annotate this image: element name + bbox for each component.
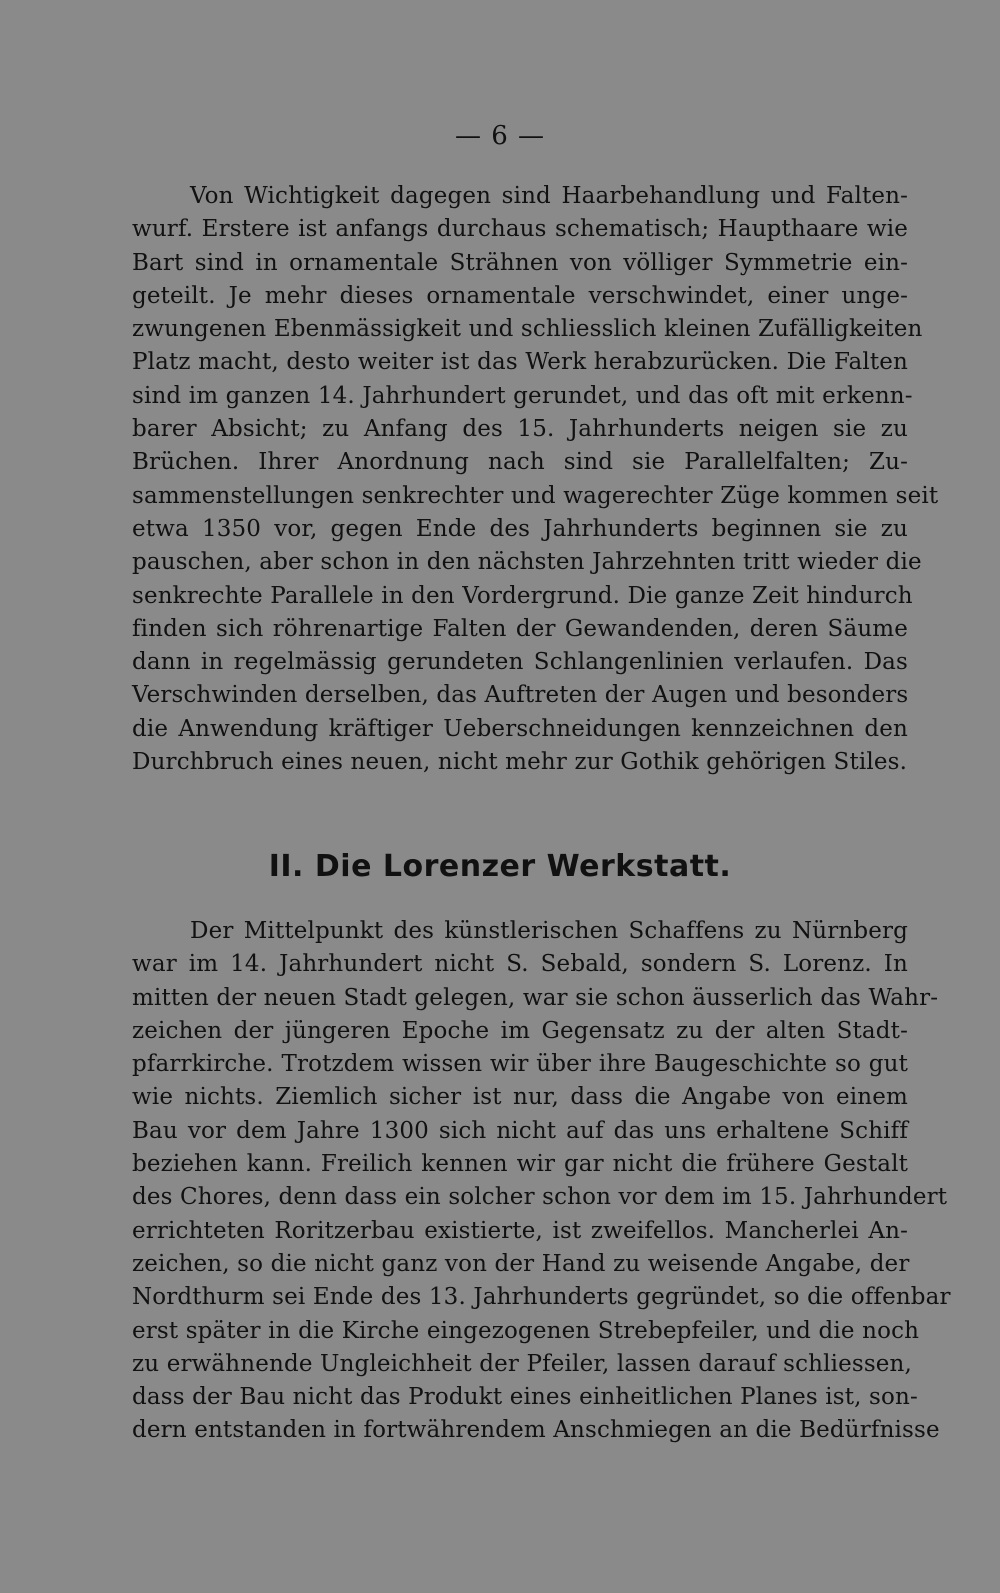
text-line: dass der Bau nicht das Produkt eines einheitlichen Planes ist, son- [132,1384,918,1411]
text-line: Bau vor dem Jahre 1300 sich nicht auf das uns erhaltene Schiff [132,1117,908,1144]
text-line: Verschwinden derselben, das Auftreten der Augen und besonders [132,682,909,709]
text-line: die Anwendung kräftiger Ueberschneidungen kennzeichnen den [132,715,908,742]
text-line: Durchbruch eines neuen, nicht mehr zur Gothik gehörigen Stiles. [132,749,908,776]
text-line: pfarrkirche. Trotzdem wissen wir über ihre Baugeschichte so gut [132,1051,908,1078]
text-line: zwungenen Ebenmässigkeit und schliesslich kleinen Zufälligkeiten [132,316,923,343]
text-line: mitten der neuen Stadt gelegen, war sie schon äusserlich das Wahr- [132,984,939,1011]
text-line: sind im ganzen 14. Jahrhundert gerundet, und das oft mit erkenn- [132,382,913,409]
text-line: etwa 1350 vor, gegen Ende des Jahrhunderts beginnen sie zu [132,515,908,542]
text-line: barer Absicht; zu Anfang des 15. Jahrhunderts neigen sie zu [132,416,908,443]
text-line: sammenstellungen senkrechter und wagerechter Züge kommen seit [132,482,939,509]
text-line: Brüchen. Ihrer Anordnung nach sind sie Parallelfalten; Zu- [132,449,908,476]
text-line: zeichen, so die nicht ganz von der Hand zu weisende Angabe, der [132,1250,910,1277]
page-number: — 6 — [454,121,546,151]
text-line: war im 14. Jahrhundert nicht S. Sebald, sondern S. Lorenz. In [132,951,908,978]
paragraph-hair-and-drapery [132,180,939,779]
text-line: erst später in die Kirche eingezogenen Strebepfeiler, und die noch [132,1317,920,1344]
text-line: wurf. Erstere ist anfangs durchaus schematisch; Haupthaare wie [132,216,908,243]
text-line: dern entstanden in fortwährendem Anschmiegen an die Bedürfnisse [132,1417,940,1444]
text-line: wie nichts. Ziemlich sicher ist nur, dass die Angabe von einem [132,1084,908,1111]
section-heading: II. Die Lorenzer Werkstatt. [268,849,732,884]
text-line: zu erwähnende Ungleichheit der Pfeiler, lassen darauf schliessen, [132,1350,912,1377]
text-line: errichteten Roritzerbau existierte, ist zweifellos. Mancherlei An- [132,1217,908,1244]
text-line: Nordthurm sei Ende des 13. Jahrhunderts gegründet, so die offenbar [132,1284,951,1311]
text-line: finden sich röhrenartige Falten der Gewandenden, deren Säume [132,615,908,642]
text-line: beziehen kann. Freilich kennen wir gar nicht die frühere Gestalt [132,1151,908,1178]
text-line: Der Mittelpunkt des künstlerischen Schaffens zu Nürnberg [190,918,908,944]
text-line: des Chores, denn dass ein solcher schon vor dem im 15. Jahrhundert [132,1184,948,1211]
text-line: pauschen, aber schon in den nächsten Jahrzehnten tritt wieder die [132,549,922,576]
text-line: senkrechte Parallele in den Vordergrund. Die ganze Zeit hindurch [132,582,913,609]
text-line: Platz macht, desto weiter ist das Werk herabzurücken. Die Falten [132,349,908,376]
text-line: geteilt. Je mehr dieses ornamentale verschwindet, einer unge- [132,282,908,309]
text-line: dann in regelmässig gerundeten Schlangenlinien verlaufen. Das [132,649,908,676]
text-line: Von Wichtigkeit dagegen sind Haarbehandlung und Falten- [190,183,908,209]
paragraph-lorenz-church [132,915,951,1448]
text-line: Bart sind in ornamentale Strähnen von völliger Symmetrie ein- [132,249,908,276]
text-line: zeichen der jüngeren Epoche im Gegensatz zu der alten Stadt- [132,1017,908,1044]
